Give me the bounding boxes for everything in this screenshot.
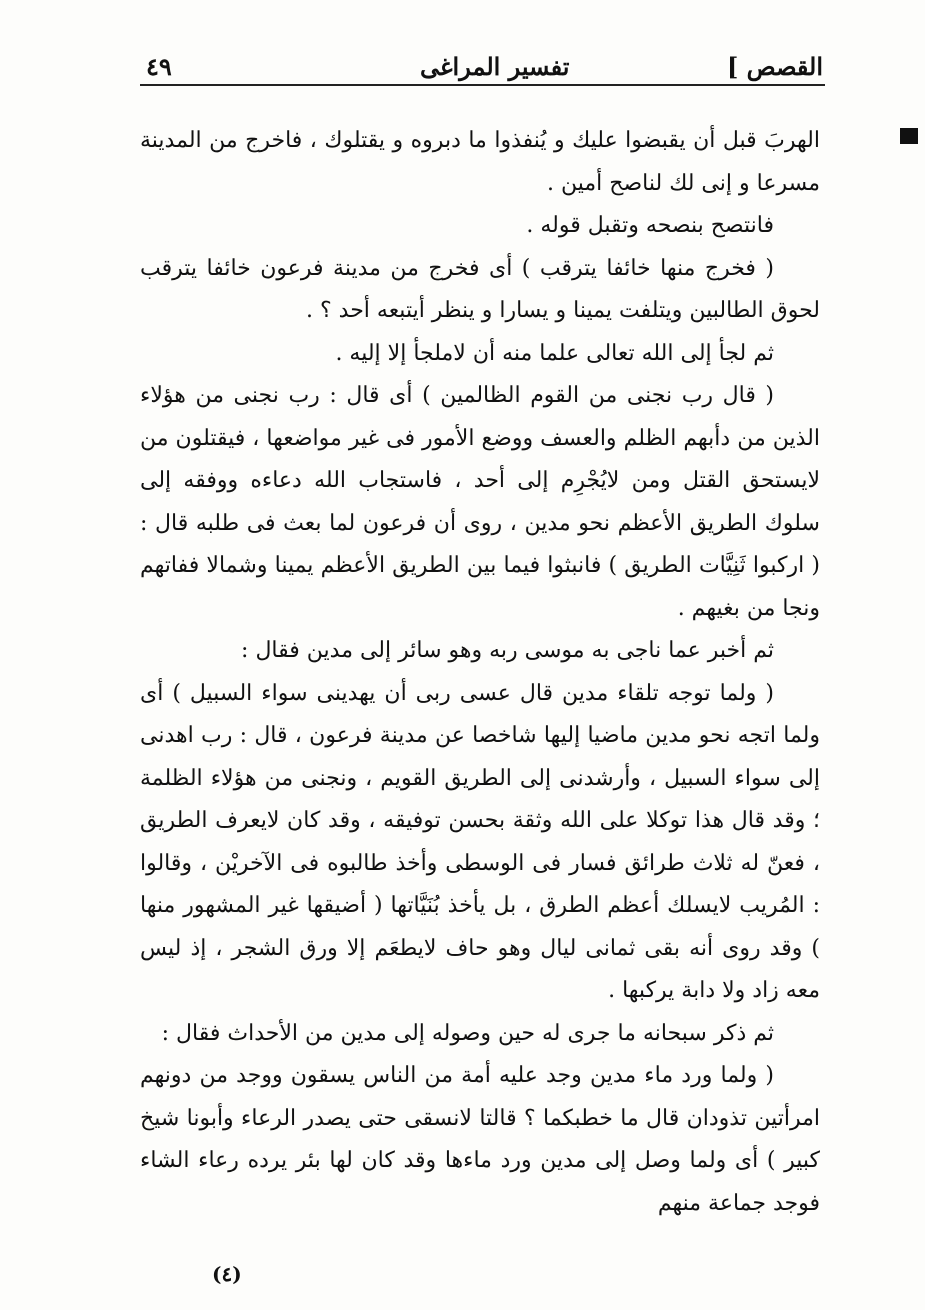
page-header bbox=[140, 48, 825, 86]
paragraph: ( ولما ورد ماء مدين وجد عليه أمة من الناس يسقون ووجد من دونهم امرأتين تذودان قال ما خطبكما ؟ قالتا لانسقى حتى يصدر الرعاء وأبونا شيخ كبير ) أى ولما وصل إلى مدين ورد ماءها وقد كان لها بئر يرده رعاء الشاء فوجد جماعة منهم bbox=[140, 1063, 820, 1216]
paragraph: ( قال رب نجنى من القوم الظالمين ) أى قال : رب نجنى من هؤلاء الذين من دأبهم الظلم والعسف ووضع الأمور فى غير مواضعها ، فيقتلون من لايستحق القتل ومن لايُجْرِم إلى أحد ، فاستجاب الله دعاءه ووفقه إلى سلوك الطريق الأعظم نحو مدين ، روى أن فرعون لما بعث فى طلبه قال : ( اركبوا ثَنِيَّات الطريق ) فانبثوا فيما بين الطريق الأعظم يمينا وشمالا ففاتهم ونجا من بغيهم . bbox=[140, 383, 820, 621]
book-title: تفسير المراغى bbox=[420, 52, 570, 81]
page-body bbox=[140, 120, 820, 1225]
margin-mark bbox=[900, 128, 918, 144]
page-number: ٤٩ bbox=[146, 52, 172, 81]
surah-name: القصص ] bbox=[726, 52, 823, 81]
paragraph: ثم لجأ إلى الله تعالى علما منه أن لاملجأ إلا إليه . bbox=[335, 340, 774, 366]
paragraph: ( فخرج منها خائفا يترقب ) أى فخرج من مدينة فرعون خائفا يترقب لحوق الطالبين ويتلفت يمينا و يسارا و ينظر أيتبعه أحد ؟ . bbox=[140, 255, 820, 323]
paragraph: ( ولما توجه تلقاء مدين قال عسى ربى أن يهدينى سواء السبيل ) أى ولما اتجه نحو مدين ماضيا إليها شاخصا عن مدينة فرعون ، قال : رب اهدنى إلى سواء السبيل ، وأرشدنى إلى الطريق القويم ، ونجنى من هؤلاء الظلمة ؛ وقد قال هذا توكلا على الله وثقة بحسن توفيقه ، وقد كان لايعرف الطريق ، فعنّ له ثلاث طرائق فسار فى الوسطى وأخذ طالبوه فى الآخريْن ، وقالوا : المُريب لايسلك أعظم الطرق ، بل يأخذ بُنَيَّاتها ( أضيقها غير المشهور منها ) وقد روى أنه بقى ثمانى ليال وهو حاف لايطعَم إلا ورق الشجر ، إذ ليس معه زاد ولا دابة يركبها . bbox=[140, 680, 820, 1003]
paragraph: الهربَ قبل أن يقبضوا عليك و يُنفذوا ما دبروه و يقتلوك ، فاخرج من المدينة مسرعا و إنى لك لناصح أمين . bbox=[140, 128, 820, 196]
paragraph: ثم ذكر سبحانه ما جرى له حين وصوله إلى مدين من الأحداث فقال : bbox=[161, 1020, 774, 1046]
signature-mark: (٤) bbox=[212, 1262, 242, 1286]
paragraph: فانتصح بنصحه وتقبل قوله . bbox=[526, 213, 774, 238]
paragraph: ثم أخبر عما ناجى به موسى ربه وهو سائر إلى مدين فقال : bbox=[241, 638, 774, 663]
